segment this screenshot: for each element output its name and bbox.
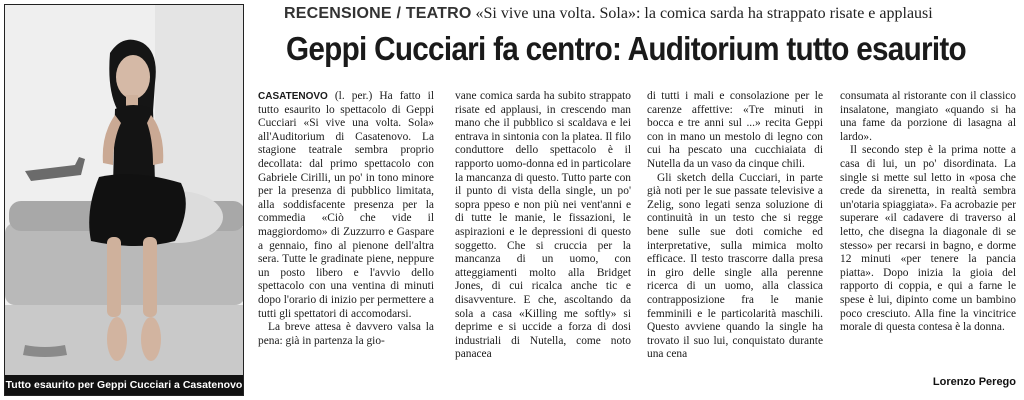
paragraph: vane comica sarda ha subito strappato risate ed applausi, in crescendo man mano che il pubblico si scaldava e lei entrava in sintonia con la platea. Il filo conduttore dello spettacolo è il rapporto uomo-donna ed in particolare la mancanza di questo. Tutto parte con il punto di vista della single, un po' sopra ppeso e non più nei vent'anni e di tutte le manie, le fissazioni, le aspirazioni e le depressioni di questo soggetto. Che si cruccia per la mancanza di un uomo, con atteggiamenti molto alla Bridget Jones, di cui ricalca anche tic e disavventure. E che, ascoltando da sola a casa «Killing me softly» si deprime e si uccide a forza di dosi industriali di Nutella, come noto panacea <box>455 90 631 361</box>
photo-caption: Tutto esaurito per Geppi Cucciari a Casatenovo <box>5 375 243 395</box>
paragraph: La breve attesa è davvero valsa la pena: già in partenza la gio- <box>258 321 434 347</box>
dateline: CASATENOVO <box>258 91 328 102</box>
paragraph: Gli sketch della Cucciari, in parte già noti per le sue passate televisive a Zelig, sono legati senza soluzione di continuità in un testo che si regge bene sulle sue doti comiche ed interpretative, sulla mimica molto efficace. Il testo trascorre dalla presa in giro delle single alla perenne ricerca di un uomo, alla classica contrapposizione fra le manie femminili e le particolarità maschili. Questo avviene quando la single ha trovato il suo lui, conquistato durante una cena <box>647 171 823 361</box>
article-column-1 <box>258 90 434 348</box>
woman-on-sofa-illustration <box>5 5 244 396</box>
byline: Lorenzo Perego <box>932 376 1016 388</box>
paragraph <box>258 90 434 321</box>
article-column-4 <box>840 90 1016 335</box>
kicker-subtitle: «Si vive una volta. Sola»: la comica sarda ha strappato risate e applausi <box>475 5 933 22</box>
paragraph-text: (l. per.) Ha fatto il tutto esaurito lo spettacolo di Geppi Cucciari «Si vive una volta. Sola» all'Auditorium di Casatenovo. La stagione teatrale sembra proprio decollata: dal primo spettacolo con Gabriele Cirilli, un po' in tono minore per la presenza di pubblico limitata, alla soddisfacente presenza per la commedia «Ciò che vide il maggiordomo» di Zuzzurro e Gaspare a gennaio, fino al pienone dell'altra sera. Tutte le gradinate piene, neppure un posto libero e l'avvio dello spettacolo con una ventina di minuti dopo l'orario di inizio per permettere a tutti gli spettatori di accomodarsi. <box>258 90 434 320</box>
article-headline: Geppi Cucciari fa centro: Auditorium tutto esaurito <box>286 30 966 67</box>
article-column-3 <box>647 90 823 362</box>
paragraph: Il secondo step è la prima notte a casa di lui, un po' disordinata. La single si mette sul letto in «posa che crede da sirenetta, in realtà sembra un'otaria spiaggiata». Fa acrobazie per superare «il cadavere di traverso al letto, che disegna la diagonale di se stesso» per recarsi in bagno, e dorme 12 minuti «per tenere la pancia piatta». Dopo inizia la gioia del rapporto di coppia, e qui a farne le spese è lui, dipinto come un bambino poco cresciuto. Alla fine la vincitrice morale di questa contesa è la donna. <box>840 144 1016 334</box>
section-rubric: RECENSIONE / TEATRO <box>284 5 472 22</box>
article-column-2 <box>455 90 631 362</box>
paragraph: consumata al ristorante con il classico insalatone, mangiato «quando si ha una fame da porzione di lasagna al lardo». <box>840 90 1016 143</box>
article-photo <box>4 4 244 396</box>
paragraph: di tutti i mali e consolazione per le carenze affettive: «Tre minuti in bocca e tre anni sul ...» recita Geppi con in mano un mestolo di legno con cui ha pescato una cucchiaiata di Nutella da un vaso da cinque chili. <box>647 90 823 170</box>
section-kicker <box>284 5 933 23</box>
